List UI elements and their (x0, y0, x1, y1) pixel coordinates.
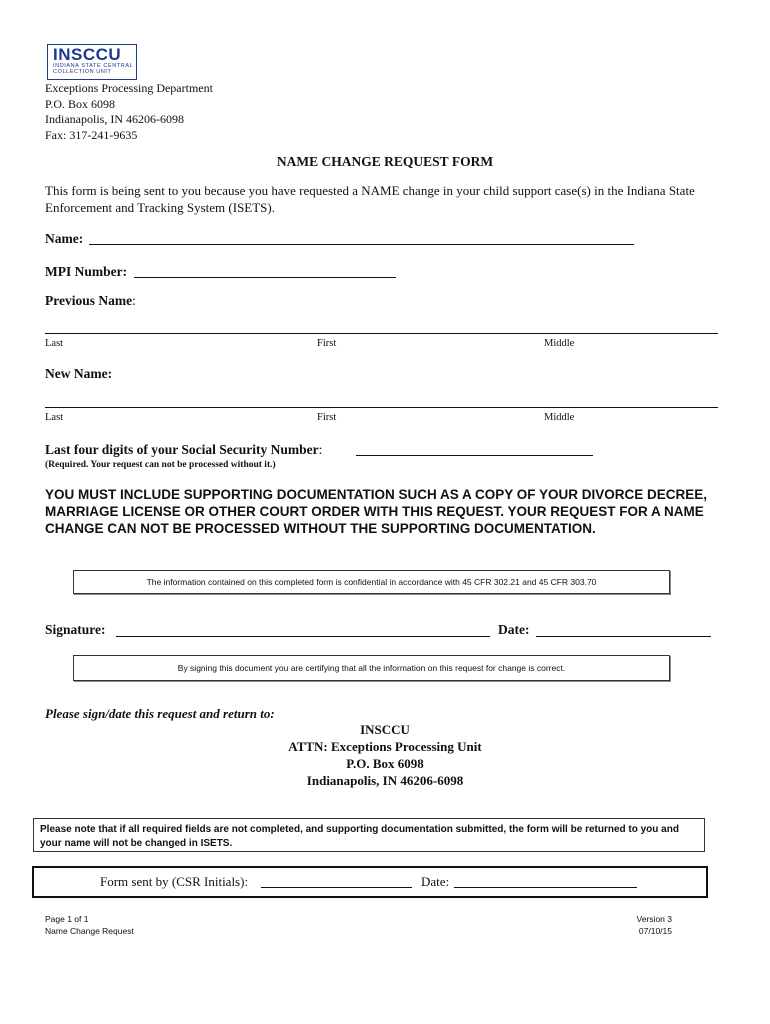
name-field[interactable] (89, 231, 634, 245)
return-address-line: Indianapolis, IN 46206-6098 (306, 773, 464, 788)
previous-name-heading (45, 293, 136, 309)
previous-middle-caption: Middle (544, 338, 575, 349)
new-name-field[interactable] (45, 395, 718, 408)
csr-initials-label: Form sent by (CSR Initials): (100, 874, 249, 889)
footer-page: Page 1 of 1 (45, 914, 89, 924)
signature-date-field[interactable] (536, 622, 711, 637)
footer-doc-name: Name Change Request (45, 926, 134, 936)
sender-address (45, 81, 213, 143)
footer-left (45, 913, 134, 937)
signature-field[interactable] (116, 622, 490, 637)
confidential-notice: The information contained on this completed form is confidential in accordance with 45 CFR 302.21 and 45 CFR 303.70 (146, 577, 597, 587)
return-address-line: INSCCU (360, 722, 410, 737)
mpi-label: MPI Number: (45, 264, 128, 279)
sent-date-field[interactable] (454, 874, 637, 888)
footer-right (637, 913, 672, 937)
address-line: Indianapolis, IN 46206-6098 (45, 112, 184, 126)
new-middle-caption: Middle (544, 412, 575, 423)
signature-date-label: Date: (498, 622, 530, 637)
address-line: Exceptions Processing Department (45, 81, 213, 95)
previous-first-caption: First (317, 338, 337, 349)
logo-subtitle (53, 63, 133, 75)
ssn-heading (45, 442, 322, 458)
form-title: NAME CHANGE REQUEST FORM (276, 154, 494, 169)
ssn-colon: : (318, 442, 323, 457)
previous-last-caption: Last (45, 338, 64, 349)
footer-version: Version 3 (636, 914, 672, 924)
ssn-required-note: (Required. Your request can not be processed without it.) (45, 460, 276, 470)
confidential-notice-box (73, 570, 670, 594)
insccu-logo (47, 44, 137, 80)
return-heading: Please sign/date this request and return to: (45, 706, 275, 721)
signature-label: Signature: (45, 622, 106, 637)
address-line: Fax: 317-241-9635 (45, 127, 138, 142)
footer-version-date: 07/10/15 (638, 926, 672, 936)
return-note: Please note that if all required fields are not completed, and supporting documentation submitted, the form will be returned to you and your name will not be changed in ISETS. (40, 824, 679, 849)
sent-by-box (32, 866, 708, 898)
return-address (0, 721, 770, 789)
address-line: P.O. Box 6098 (45, 96, 116, 111)
new-first-caption: First (317, 412, 337, 423)
certify-notice: By signing this document you are certifying that all the information on this request for change is correct. (177, 663, 566, 673)
return-note-box (33, 818, 705, 852)
certify-notice-box (73, 655, 670, 681)
return-address-line: P.O. Box 6098 (346, 756, 424, 771)
return-address-line: ATTN: Exceptions Processing Unit (288, 739, 482, 754)
sent-date-label: Date: (421, 874, 450, 889)
csr-initials-field[interactable] (261, 874, 412, 888)
logo-subtitle-line2: COLLECTION UNIT (53, 69, 112, 75)
ssn-field[interactable] (356, 442, 593, 456)
mpi-field[interactable] (134, 264, 396, 278)
logo-subtitle-line1: INDIANA STATE CENTRAL (53, 63, 134, 69)
logo-text: INSCCU (53, 45, 122, 64)
intro-text: This form is being sent to you because you have requested a NAME change in your child support case(s) in the Indiana State Enforcement and Tracking System (ISETS). (45, 183, 695, 215)
new-name-label: New Name: (45, 366, 113, 381)
previous-name-label: Previous Name (45, 293, 133, 308)
new-last-caption: Last (45, 412, 64, 423)
supporting-docs-warning: YOU MUST INCLUDE SUPPORTING DOCUMENTATION SUCH AS A COPY OF YOUR DIVORCE DECREE, MARRIAGE LICENSE OR OTHER COURT ORDER WITH THIS REQUEST. YOUR REQUEST FOR A NAME CHANGE CAN NOT BE PROCESSED WITHOUT THE SUPPORTING DOCUMENTATION. (45, 487, 708, 536)
previous-name-colon: : (132, 293, 136, 308)
ssn-label: Last four digits of your Social Security Number (45, 442, 319, 457)
name-label: Name: (45, 231, 84, 246)
previous-name-field[interactable] (45, 321, 718, 334)
